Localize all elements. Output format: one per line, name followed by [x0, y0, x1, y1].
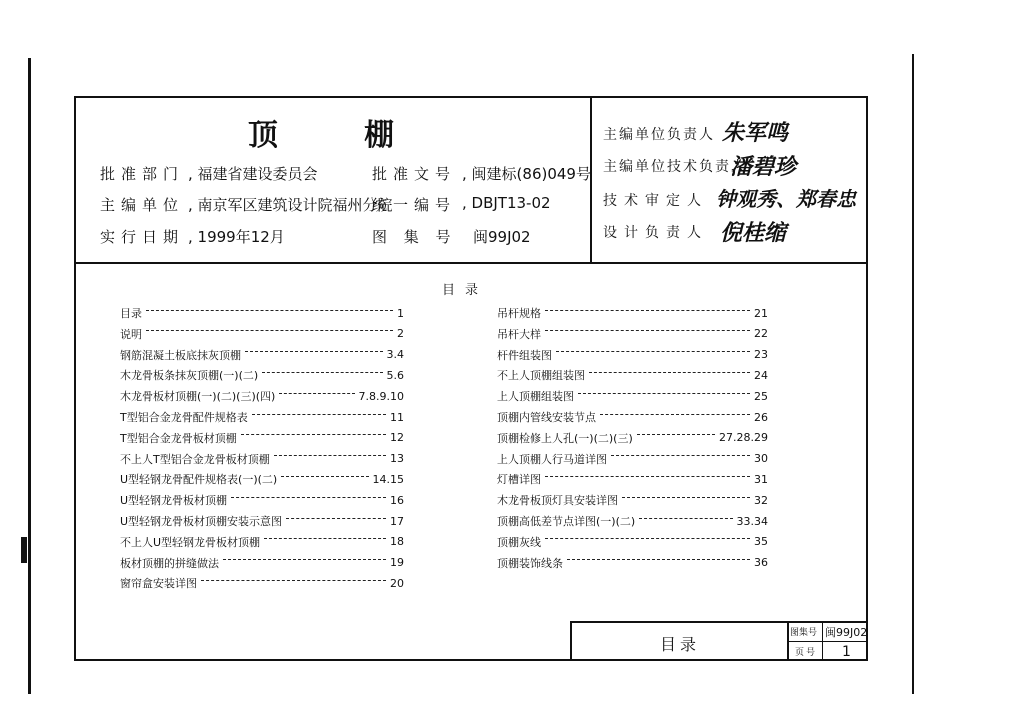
toc-entry-page: 21 [754, 306, 768, 320]
toc-entry-page: 35 [754, 535, 768, 549]
unified-number-text: DBJT13-02 [471, 194, 551, 212]
toc-entry-title: 板材顶棚的拼缝做法 [120, 556, 219, 570]
toc-leader-dashes [556, 351, 750, 352]
chief-editor-unit-head-label: 主编单位负责人 [603, 127, 715, 143]
toc-entry-title: 顶棚装饰线条 [497, 556, 563, 570]
approval-number-text: 闽建标(86)049号 [471, 165, 591, 183]
toc-entry [120, 408, 404, 426]
title-block-atlas-value: 闽99J02 [825, 626, 868, 639]
toc-entry [497, 304, 768, 322]
effective-date-label: 实行日期 [100, 228, 185, 246]
toc-leader-dashes [286, 518, 386, 519]
toc-entry [497, 366, 768, 384]
toc-entry [120, 533, 404, 551]
effective-date-text: 1999年12月 [197, 228, 285, 246]
title-block-page-label: 页号 [795, 648, 818, 658]
toc-entry-page: 31 [754, 472, 768, 486]
toc-leader-dashes [223, 559, 386, 560]
toc-entry-page: 26 [754, 410, 768, 424]
toc-leader-dashes [567, 559, 750, 560]
effective-date-value: , 1999年12月 [188, 228, 285, 246]
toc-entry-title: 不上人U型轻钢龙骨板材顶棚 [120, 535, 261, 549]
toc-leader-dashes [622, 497, 750, 498]
toc-leader-dashes [262, 372, 382, 373]
toc-entry [497, 491, 768, 509]
title-block-divider-h [787, 641, 868, 642]
design-lead-label: 设计负责人 [603, 225, 708, 241]
signature-chief-editor-tech-head: 潘碧珍 [730, 154, 797, 180]
toc-leader-dashes [274, 455, 386, 456]
toc-entry [497, 429, 768, 447]
signature-chief-editor-unit-head: 朱军鸣 [722, 120, 789, 146]
toc-entry-page: 5.6 [386, 368, 404, 382]
toc-entry-title: 顶棚高低差节点详图(一)(二) [497, 515, 636, 528]
toc-entry [120, 574, 404, 592]
toc-entry [120, 554, 404, 572]
toc-entry-title: 说明 [120, 327, 142, 341]
toc-entry-page: 7.8.9.10 [358, 389, 404, 403]
toc-entry-page: 17 [390, 514, 404, 528]
toc-entry [497, 512, 768, 530]
unified-number-value: , DBJT13-02 [462, 194, 551, 212]
toc-entry-title: 钢筋混凝土板底抹灰顶棚 [120, 348, 241, 362]
toc-entry-title: 木龙骨板条抹灰顶棚(一)(二) [120, 369, 259, 383]
toc-entry [120, 429, 404, 447]
toc-entry-page: 1 [397, 306, 404, 320]
approval-number-value: , 闽建标(86)049号 [462, 165, 591, 183]
approval-dept-value: , 福建省建设委员会 [188, 165, 318, 183]
scan-edge-left [28, 58, 31, 694]
toc-entry-page: 36 [754, 556, 768, 570]
toc-entry-title: 顶棚内管线安装节点 [497, 411, 596, 424]
toc-entry-title: 顶棚检修上人孔(一)(二)(三) [497, 431, 633, 445]
toc-entry-title: U型轻钢龙骨配件规格表(一)(二) [120, 473, 278, 487]
editor-unit-label: 主编单位 [100, 196, 185, 214]
toc-entry-page: 11 [390, 410, 404, 424]
toc-leader-dashes [281, 476, 368, 477]
toc-leader-dashes [241, 434, 386, 435]
toc-entry-page: 30 [754, 452, 768, 466]
toc-entry [497, 554, 768, 572]
toc-entry [120, 450, 404, 468]
toc-entry-page: 18 [390, 535, 404, 549]
toc-entry-title: 木龙骨板材顶棚(一)(二)(三)(四) [120, 390, 276, 404]
toc-leader-dashes [252, 414, 386, 415]
unified-number-label: 统一编号 [372, 196, 457, 214]
scan-edge-right [912, 54, 914, 694]
toc-leader-dashes [279, 393, 354, 394]
toc-entry-page: 22 [754, 327, 768, 341]
title-block-page-value: 1 [842, 644, 851, 660]
toc-entry-page: 23 [754, 348, 768, 362]
toc-entry [497, 387, 768, 405]
approval-dept-label: 批准部门 [100, 165, 185, 183]
toc-entry [497, 325, 768, 343]
toc-entry-title: 上人顶棚人行马道详图 [497, 452, 607, 466]
toc-entry-page: 2 [397, 327, 404, 341]
title-block-atlas-label: 图集号 [790, 628, 818, 638]
toc-entry-title: 目录 [120, 307, 142, 320]
toc-entry-title: T型铝合金龙骨板材顶棚 [120, 431, 237, 445]
toc-entry-page: 25 [754, 389, 768, 403]
toc-entry-title: 吊杆大样 [497, 327, 541, 341]
toc-entry [497, 408, 768, 426]
toc-entry [120, 325, 404, 343]
toc-entry-title: 上人顶棚组装图 [497, 390, 574, 404]
toc-leader-dashes [600, 414, 750, 415]
toc-entry-page: 32 [754, 493, 768, 507]
toc-entry-page: 27.28.29 [719, 431, 768, 445]
toc-heading: 目录 [442, 283, 489, 298]
toc-entry-title: U型轻钢龙骨板材顶棚安装示意图 [120, 515, 283, 528]
toc-entry-page: 14.15 [372, 472, 404, 486]
toc-entry-title: U型轻钢龙骨板材顶棚 [120, 494, 228, 508]
toc-entry-page: 13 [390, 452, 404, 466]
technical-reviewer-label: 技术审定人 [603, 193, 708, 209]
toc-leader-dashes [545, 310, 750, 311]
toc-entry [120, 512, 404, 530]
toc-entry [120, 304, 404, 322]
toc-entry-title: 不上人T型铝合金龙骨板材顶棚 [120, 452, 270, 466]
approval-dept-text: 福建省建设委员会 [197, 165, 318, 183]
toc-entry [120, 491, 404, 509]
toc-entry-title: 杆件组装图 [497, 348, 552, 362]
toc-entry-title: 顶棚灰线 [497, 535, 541, 549]
toc-leader-dashes [637, 434, 715, 435]
document-title-char-1: 顶 [248, 118, 280, 153]
toc-leader-dashes [231, 497, 386, 498]
toc-entry-page: 20 [390, 576, 404, 590]
signature-technical-reviewer: 钟观秀、郑春忠 [716, 187, 856, 211]
toc-entry-page: 24 [754, 368, 768, 382]
toc-entry-page: 12 [390, 431, 404, 445]
approval-number-label: 批准文号 [372, 165, 457, 183]
atlas-number-label: 图 集 号 [372, 228, 457, 246]
toc-leader-dashes [245, 351, 383, 352]
toc-entry [497, 346, 768, 364]
toc-entry-page: 3.4 [386, 348, 404, 362]
header-divider [74, 262, 868, 264]
toc-entry-title: 木龙骨板顶灯具安装详图 [497, 494, 618, 508]
atlas-number-value: 闽99J02 [473, 228, 531, 246]
toc-leader-dashes [545, 476, 750, 477]
toc-entry [497, 450, 768, 468]
toc-entry-title: 吊杆规格 [497, 307, 541, 320]
toc-leader-dashes [545, 330, 750, 331]
toc-entry-page: 33.34 [736, 514, 768, 528]
toc-entry-title: T型铝合金龙骨配件规格表 [120, 411, 248, 424]
toc-entry-title: 窗帘盒安装详图 [120, 577, 197, 591]
toc-leader-dashes [545, 538, 750, 539]
toc-entry [120, 346, 404, 364]
toc-entry [120, 387, 404, 405]
toc-entry [120, 366, 404, 384]
toc-leader-dashes [639, 518, 732, 519]
toc-leader-dashes [264, 538, 386, 539]
editor-unit-value: , 南京军区建筑设计院福州分院 [188, 196, 393, 214]
toc-entry [497, 470, 768, 488]
toc-leader-dashes [589, 372, 750, 373]
toc-entry-title: 不上人顶棚组装图 [497, 369, 585, 383]
toc-entry-page: 19 [390, 556, 404, 570]
signature-design-lead: 倪桂缩 [720, 220, 787, 246]
toc-leader-dashes [578, 393, 750, 394]
toc-entry [120, 470, 404, 488]
scan-mark-left [21, 537, 27, 563]
toc-leader-dashes [146, 310, 393, 311]
toc-entry-page: 16 [390, 493, 404, 507]
toc-entry [497, 533, 768, 551]
toc-leader-dashes [146, 330, 393, 331]
chief-editor-tech-head-label: 主编单位技术负责人 [603, 159, 747, 175]
document-title-char-2: 棚 [364, 118, 396, 153]
toc-leader-dashes [611, 455, 750, 456]
title-block-name: 目录 [660, 635, 701, 654]
editor-unit-text: 南京军区建筑设计院福州分院 [197, 196, 393, 214]
toc-entry-title: 灯槽详图 [497, 473, 541, 487]
toc-leader-dashes [201, 580, 386, 581]
